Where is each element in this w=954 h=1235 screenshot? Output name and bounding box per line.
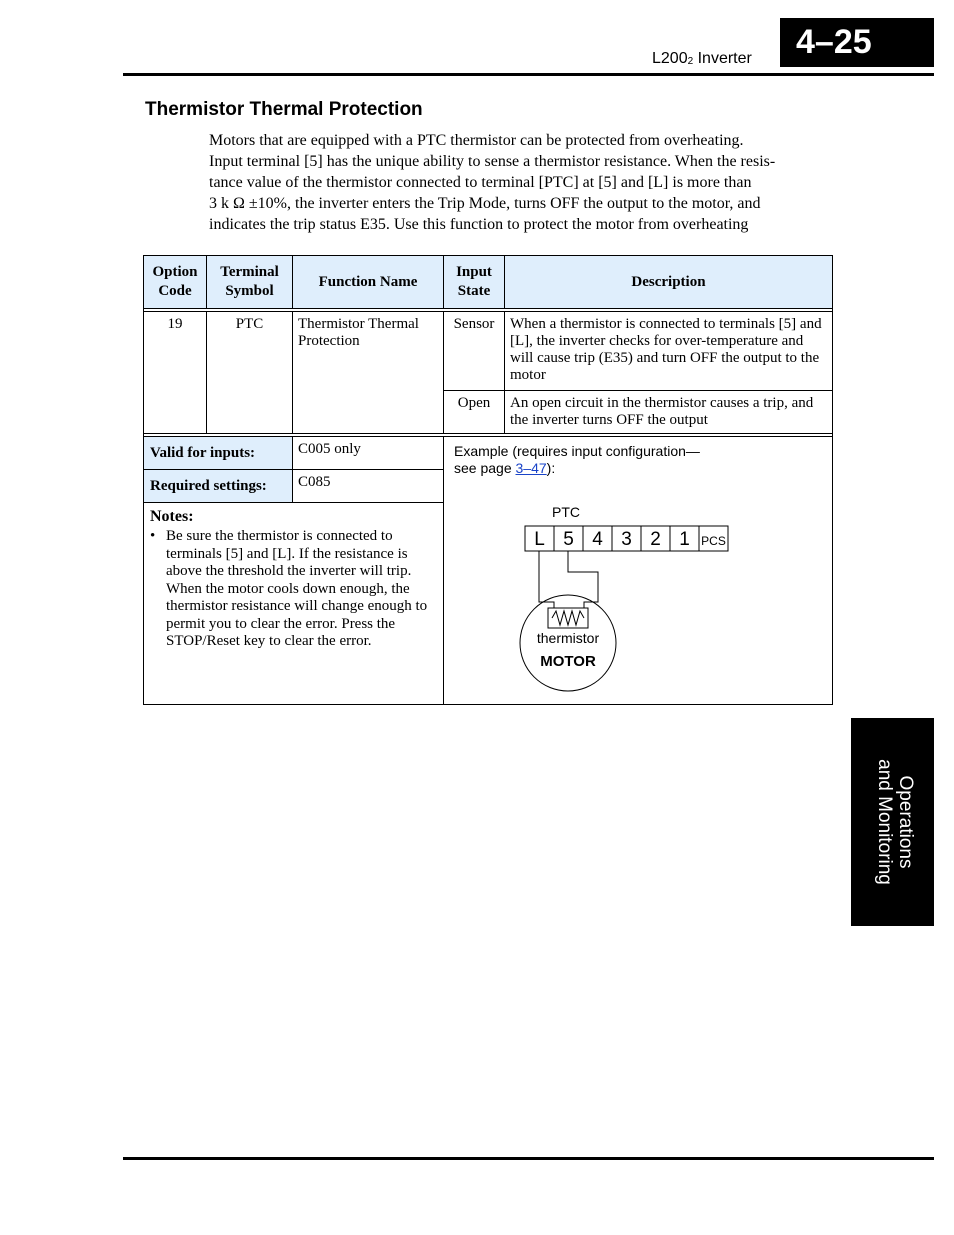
terminal-5 xyxy=(554,526,583,551)
terminal-label: PCS xyxy=(701,534,726,548)
header-function-name: Function Name xyxy=(293,256,444,309)
intro-line: 3 k Ω ±10%, the inverter enters the Trip Mode, turns OFF the output to the motor, and xyxy=(209,195,761,212)
function-table xyxy=(143,255,833,705)
terminal-pcs xyxy=(699,526,728,551)
header-model xyxy=(652,50,752,68)
intro-line: tance value of the thermistor connected to terminal [PTC] at [5] and [L] is more than xyxy=(209,174,752,191)
header-input-state: Input State xyxy=(444,256,505,309)
valid-inputs-label: Valid for inputs: xyxy=(144,437,293,470)
section-title: Thermistor Thermal Protection xyxy=(145,99,423,120)
terminal-label: 1 xyxy=(679,529,690,550)
description-cell: When a thermistor is connected to terminals [5] and [L], the inverter checks for over-temperature and will cause trip (E35) and turn OFF the output to the motor xyxy=(505,312,833,391)
header-option-code: Option Code xyxy=(144,256,207,309)
terminal-label: L xyxy=(534,529,545,550)
intro-paragraph xyxy=(209,130,839,235)
terminal-strip xyxy=(525,526,728,551)
terminal-2 xyxy=(641,526,670,551)
caption-line: see page 3–47): xyxy=(454,460,556,476)
terminal-symbol-cell: PTC xyxy=(207,312,293,434)
notes-title: Notes: xyxy=(150,508,194,525)
footer-rule xyxy=(123,1157,934,1160)
side-section-tab[interactable] xyxy=(851,718,934,926)
input-state-cell: Open xyxy=(444,391,505,434)
header-description: Description xyxy=(505,256,833,309)
example-cell xyxy=(444,437,833,705)
thermistor-label: thermistor xyxy=(536,630,600,646)
intro-line: indicates the trip status E35. Use this function to protect the motor from overheating xyxy=(209,216,749,233)
motor-label: MOTOR xyxy=(540,653,596,670)
page-number: 4–25 xyxy=(796,23,872,61)
side-tab-label: Operations and Monitoring xyxy=(874,759,916,885)
valid-inputs-value: C005 only xyxy=(293,437,444,470)
terminal-3 xyxy=(612,526,641,551)
ptc-label: PTC xyxy=(552,504,580,520)
ptc-wiring-diagram xyxy=(444,437,771,705)
terminal-4 xyxy=(583,526,612,551)
page-number-box xyxy=(780,18,934,67)
model-name: L200 xyxy=(652,50,688,67)
terminal-l xyxy=(525,526,554,551)
required-settings-value: C085 xyxy=(293,470,444,503)
terminal-label: 4 xyxy=(592,529,603,550)
input-state-cell: Sensor xyxy=(444,312,505,391)
notes-cell xyxy=(144,503,444,705)
model-subscript: 2 xyxy=(687,56,694,67)
page-link[interactable]: 3–47 xyxy=(515,460,547,476)
description-cell: An open circuit in the thermistor causes a trip, and the inverter turns OFF the output xyxy=(505,391,833,434)
product-name: Inverter xyxy=(693,50,752,67)
intro-line: Input terminal [5] has the unique ability to sense a thermistor resistance. When the resis- xyxy=(209,153,776,170)
function-name-cell: Thermistor Thermal Protection xyxy=(293,312,444,434)
terminal-label: 5 xyxy=(563,529,574,550)
table-header-row xyxy=(144,256,833,309)
required-settings-label: Required settings: xyxy=(144,470,293,503)
terminal-label: 3 xyxy=(621,529,632,550)
valid-inputs-row xyxy=(144,437,833,470)
notes-list xyxy=(144,528,443,651)
header-rule xyxy=(123,73,934,76)
terminal-label: 2 xyxy=(650,529,661,550)
bullet: • xyxy=(150,528,156,544)
terminal-1 xyxy=(670,526,699,551)
intro-line: Motors that are equipped with a PTC thermistor can be protected from overheating. xyxy=(209,132,744,149)
option-code-cell: 19 xyxy=(144,312,207,434)
table-row xyxy=(144,312,833,391)
note-item: • Be sure the thermistor is connected to terminals [5] and [L]. If the resistance is above the threshold the inverter will trip. When the motor cools down enough, the thermistor resistance will change enough to permit you to clear the error. Press the STOP/Reset key to clear the error. xyxy=(150,528,428,649)
header-terminal-symbol: Terminal Symbol xyxy=(207,256,293,309)
caption-line: Example (requires input configuration— xyxy=(454,443,700,459)
